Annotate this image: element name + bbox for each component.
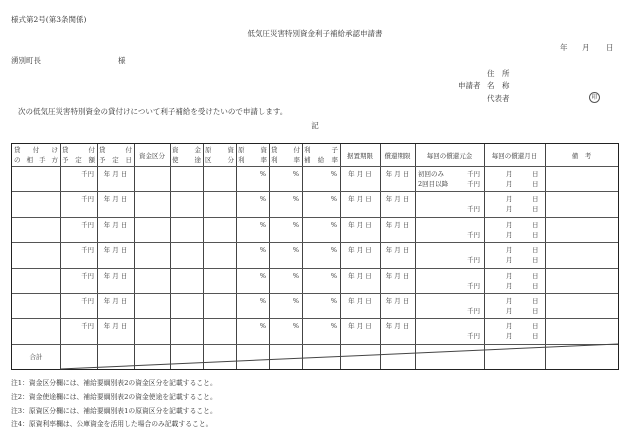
payment-month-cell[interactable]: 月 [506, 180, 513, 188]
grace-period-cell[interactable]: 年 月 日 [348, 322, 372, 330]
loan-date-cell[interactable]: 年 月 日 [103, 170, 128, 178]
payment-day-cell[interactable]: 日 [532, 332, 539, 340]
source-rate-cell[interactable]: % [259, 297, 266, 305]
payment-month-cell[interactable]: 月 [506, 246, 513, 254]
payment-month-cell[interactable]: 月 [506, 307, 513, 315]
payment-amount-cell[interactable]: 千円 [467, 231, 480, 239]
payment-day-cell[interactable]: 日 [532, 307, 539, 315]
payment-month-cell[interactable]: 月 [506, 282, 513, 290]
form-number: 様式第2号(第3条関係) [11, 15, 87, 24]
loan-rate-cell[interactable]: % [292, 195, 299, 203]
loan-amount-cell[interactable]: 千円 [81, 221, 94, 229]
source-rate-cell[interactable]: % [259, 322, 266, 330]
payment-amount-cell[interactable]: 千円 [467, 205, 480, 213]
first-payment-label[interactable]: 初回のみ [418, 170, 444, 178]
loan-rate-cell[interactable]: % [292, 221, 299, 229]
column-header: 貸 付 予 定 日 [99, 146, 132, 164]
payment-day-cell[interactable]: 日 [532, 297, 539, 305]
document-title: 低気圧災害特別資金利子補給承認申請書 [247, 29, 383, 38]
repayment-period-cell[interactable]: 年 月 日 [385, 297, 410, 305]
second-payment-cell[interactable]: 千円 [467, 180, 480, 188]
loan-rate-cell[interactable]: % [292, 272, 299, 280]
payment-day-cell[interactable]: 日 [532, 205, 539, 213]
payment-month-cell[interactable]: 月 [506, 205, 513, 213]
source-rate-cell[interactable]: % [259, 195, 266, 203]
payment-amount-cell[interactable]: 千円 [467, 282, 480, 290]
loan-date-cell[interactable]: 年 月 日 [103, 322, 128, 330]
addressee: 湧別町長 [11, 56, 41, 65]
source-rate-cell[interactable]: % [259, 221, 266, 229]
loan-date-cell[interactable]: 年 月 日 [103, 246, 128, 254]
subsidy-rate-cell[interactable]: % [330, 272, 337, 280]
application-table [11, 143, 619, 370]
subsidy-rate-cell[interactable]: % [330, 195, 337, 203]
loan-rate-cell[interactable]: % [292, 322, 299, 330]
loan-amount-cell[interactable]: 千円 [81, 272, 94, 280]
payment-amount-cell[interactable]: 千円 [467, 332, 480, 340]
column-header: 資 金 使 途 [172, 146, 201, 164]
first-payment-cell[interactable]: 千円 [467, 170, 480, 178]
note-3: 注3：原資区分欄には、補給要綱別表1の原資区分を記載すること。 [11, 407, 217, 415]
column-header: 資金区分 [139, 151, 165, 160]
subsidy-rate-cell[interactable]: % [330, 322, 337, 330]
second-payment-label[interactable]: 2回目以降 [418, 180, 449, 188]
payment-day-cell[interactable]: 日 [532, 282, 539, 290]
payment-amount-cell[interactable]: 千円 [467, 307, 480, 315]
payment-month-cell[interactable]: 月 [506, 322, 513, 330]
column-header: 貸 付 け の 相 手 方 [14, 146, 58, 164]
source-rate-cell[interactable]: % [259, 246, 266, 254]
loan-amount-cell[interactable]: 千円 [81, 246, 94, 254]
grace-period-cell[interactable]: 年 月 日 [348, 272, 372, 280]
total-label: 合計 [29, 353, 43, 361]
note-4: 注4：原資利率欄は、公庫資金を活用した場合のみ記載すること。 [11, 420, 213, 428]
representative-label: 代表者 [487, 94, 510, 103]
column-header: 原 資 区 分 [205, 146, 234, 164]
loan-amount-cell[interactable]: 千円 [81, 297, 94, 305]
payment-day-cell[interactable]: 日 [532, 231, 539, 239]
note-2: 注2：資金使途欄には、補給要綱別表2の資金使途を記載すること。 [11, 393, 217, 401]
subsidy-rate-cell[interactable]: % [330, 221, 337, 229]
repayment-period-cell[interactable]: 年 月 日 [385, 221, 410, 229]
payment-month-cell[interactable]: 月 [506, 272, 513, 280]
date-month: 月 [582, 43, 590, 52]
date-day: 日 [606, 43, 614, 52]
column-header: 貸 付 利 率 [271, 146, 300, 164]
grace-period-cell[interactable]: 年 月 日 [348, 195, 372, 203]
honorific: 様 [118, 56, 126, 65]
payment-day-cell[interactable]: 日 [532, 322, 539, 330]
column-header: 償還期限 [384, 151, 411, 160]
subsidy-rate-cell[interactable]: % [330, 170, 337, 178]
column-header: 毎回の償還元金 [426, 151, 473, 160]
loan-date-cell[interactable]: 年 月 日 [103, 297, 128, 305]
payment-amount-cell[interactable]: 千円 [467, 256, 480, 264]
source-rate-cell[interactable]: % [259, 272, 266, 280]
ki-label: 記 [311, 121, 319, 130]
payment-month-cell[interactable]: 月 [506, 332, 513, 340]
column-header: 原 資 利 率 [238, 146, 267, 164]
applicant-label: 申請者 [458, 81, 481, 90]
grace-period-cell[interactable]: 年 月 日 [348, 221, 372, 229]
loan-date-cell[interactable]: 年 月 日 [103, 272, 128, 280]
grace-period-cell[interactable]: 年 月 日 [348, 297, 372, 305]
loan-rate-cell[interactable]: % [292, 246, 299, 254]
loan-amount-cell[interactable]: 千円 [81, 195, 94, 203]
repayment-period-cell[interactable]: 年 月 日 [385, 322, 410, 330]
payment-month-cell[interactable]: 月 [506, 195, 513, 203]
seal-icon: 印 [589, 92, 600, 103]
column-header: 据置期限 [347, 151, 373, 160]
source-rate-cell[interactable]: % [259, 170, 266, 178]
payment-day-cell[interactable]: 日 [532, 272, 539, 280]
payment-month-cell[interactable]: 月 [506, 221, 513, 229]
payment-month-cell[interactable]: 月 [506, 231, 513, 239]
repayment-period-cell[interactable]: 年 月 日 [385, 170, 410, 178]
grace-period-cell[interactable]: 年 月 日 [348, 246, 372, 254]
payment-day-cell[interactable]: 日 [532, 170, 539, 178]
payment-day-cell[interactable]: 日 [532, 195, 539, 203]
payment-day-cell[interactable]: 日 [532, 180, 539, 188]
name-label: 名 称 [487, 81, 510, 90]
loan-rate-cell[interactable]: % [292, 170, 299, 178]
repayment-period-cell[interactable]: 年 月 日 [385, 272, 410, 280]
subsidy-rate-cell[interactable]: % [330, 297, 337, 305]
payment-day-cell[interactable]: 日 [532, 221, 539, 229]
loan-amount-cell[interactable]: 千円 [81, 322, 94, 330]
loan-date-cell[interactable]: 年 月 日 [103, 221, 128, 229]
total-diagonal-line [12, 144, 618, 370]
column-header: 貸 付 予 定 額 [62, 146, 95, 164]
date-year: 年 [560, 43, 568, 52]
column-header: 利 子 補 給 率 [304, 146, 338, 164]
payment-month-cell[interactable]: 月 [506, 170, 513, 178]
subsidy-rate-cell[interactable]: % [330, 246, 337, 254]
loan-amount-cell[interactable]: 千円 [81, 170, 94, 178]
repayment-period-cell[interactable]: 年 月 日 [385, 246, 410, 254]
loan-rate-cell[interactable]: % [292, 297, 299, 305]
body-text: 次の低気圧災害特別資金の貸付けについて利子補給を受けたいので申請します。 [18, 107, 288, 116]
address-label: 住 所 [487, 69, 510, 78]
grace-period-cell[interactable]: 年 月 日 [348, 170, 372, 178]
repayment-period-cell[interactable]: 年 月 日 [385, 195, 410, 203]
payment-day-cell[interactable]: 日 [532, 246, 539, 254]
note-1: 注1：資金区分欄には、補給要綱別表2の資金区分を記載すること。 [11, 379, 217, 387]
loan-date-cell[interactable]: 年 月 日 [103, 195, 128, 203]
payment-month-cell[interactable]: 月 [506, 297, 513, 305]
payment-day-cell[interactable]: 日 [532, 256, 539, 264]
payment-month-cell[interactable]: 月 [506, 256, 513, 264]
column-header: 備 考 [571, 151, 592, 160]
column-header: 毎回の償還月日 [491, 151, 538, 160]
